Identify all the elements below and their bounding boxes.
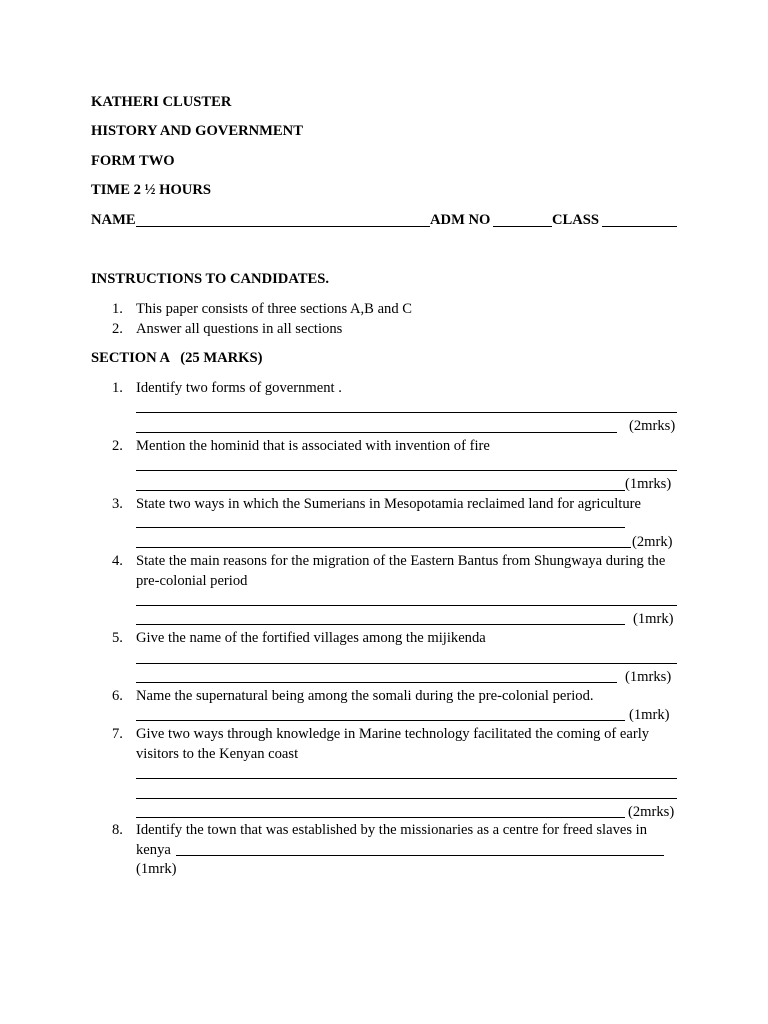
question-5 (91, 629, 681, 649)
class-field[interactable] (602, 226, 677, 227)
answer-line[interactable] (136, 798, 677, 799)
question-2 (91, 437, 681, 457)
question-text: State the main reasons for the migration of the Eastern Bantus from Shungwaya during the pre-colonial period (136, 553, 666, 589)
answer-line[interactable] (136, 412, 677, 413)
marks-label: (2mrks) (628, 804, 675, 820)
marks-label: (1mrks) (625, 476, 672, 492)
question-6 (91, 687, 681, 707)
instruction-item: 2. Answer all questions in all sections (112, 320, 343, 337)
question-text: Name the supernatural being among the somali during the pre-colonial period. (136, 688, 594, 704)
section-a-title: SECTION A (25 MARKS) (91, 350, 263, 366)
question-4 (91, 552, 681, 591)
question-1 (91, 379, 681, 399)
answer-line[interactable] (136, 663, 677, 664)
exam-duration: TIME 2 ½ HOURS (91, 182, 212, 198)
question-text: Mention the hominid that is associated with invention of fire (136, 438, 490, 454)
marks-label: (2mrks) (629, 418, 676, 434)
question-text: Identify the town that was established by the missionaries as a centre for freed slaves in kenya (136, 822, 648, 858)
answer-line[interactable] (136, 605, 677, 606)
marks-label: (1mrks) (625, 669, 672, 685)
question-number: 5. (112, 630, 123, 646)
answer-line[interactable] (136, 682, 617, 683)
class-label: CLASS (552, 212, 600, 228)
question-text: Give the name of the fortified villages among the mijikenda (136, 630, 486, 646)
marks-label: (2mrk) (632, 534, 673, 550)
question-number: 1. (112, 380, 123, 396)
question-number: 2. (112, 438, 123, 454)
question-number: 4. (112, 553, 123, 569)
question-number: 8. (112, 822, 123, 838)
form-level: FORM TWO (91, 153, 175, 169)
marks-label: (1mrk) (629, 707, 670, 723)
question-number: 7. (112, 726, 123, 742)
answer-line[interactable] (136, 527, 625, 528)
answer-line[interactable] (136, 490, 625, 491)
name-field[interactable] (136, 226, 430, 227)
answer-line[interactable] (136, 470, 677, 471)
instruction-item: 1. This paper consists of three sections A,B and C (112, 301, 413, 317)
school-name: KATHERI CLUSTER (91, 94, 232, 110)
answer-line[interactable] (136, 778, 677, 779)
adm-no-field[interactable] (493, 226, 552, 227)
name-label: NAME (91, 212, 136, 228)
instructions-title: INSTRUCTIONS TO CANDIDATES. (91, 271, 330, 287)
answer-line[interactable] (136, 432, 617, 433)
question-number: 3. (112, 496, 123, 512)
answer-line[interactable] (136, 547, 631, 548)
question-text: Identify two forms of government . (136, 380, 342, 396)
instructions-list (91, 300, 681, 339)
question-text: State two ways in which the Sumerians in Mesopotamia reclaimed land for agriculture (136, 496, 641, 512)
question-text: Give two ways through knowledge in Marine technology facilitated the coming of early visitors to the Kenyan coast (136, 726, 650, 762)
marks-label: (1mrk) (633, 611, 674, 627)
question-number: 6. (112, 688, 123, 704)
answer-line[interactable] (136, 624, 625, 625)
question-3 (91, 495, 681, 515)
question-7 (91, 725, 681, 764)
answer-line[interactable] (136, 720, 625, 721)
answer-line[interactable] (136, 817, 625, 818)
answer-line[interactable] (176, 855, 664, 856)
subject-title: HISTORY AND GOVERNMENT (91, 123, 303, 139)
adm-no-label: ADM NO (430, 212, 491, 228)
marks-label: (1mrk) (136, 861, 177, 877)
